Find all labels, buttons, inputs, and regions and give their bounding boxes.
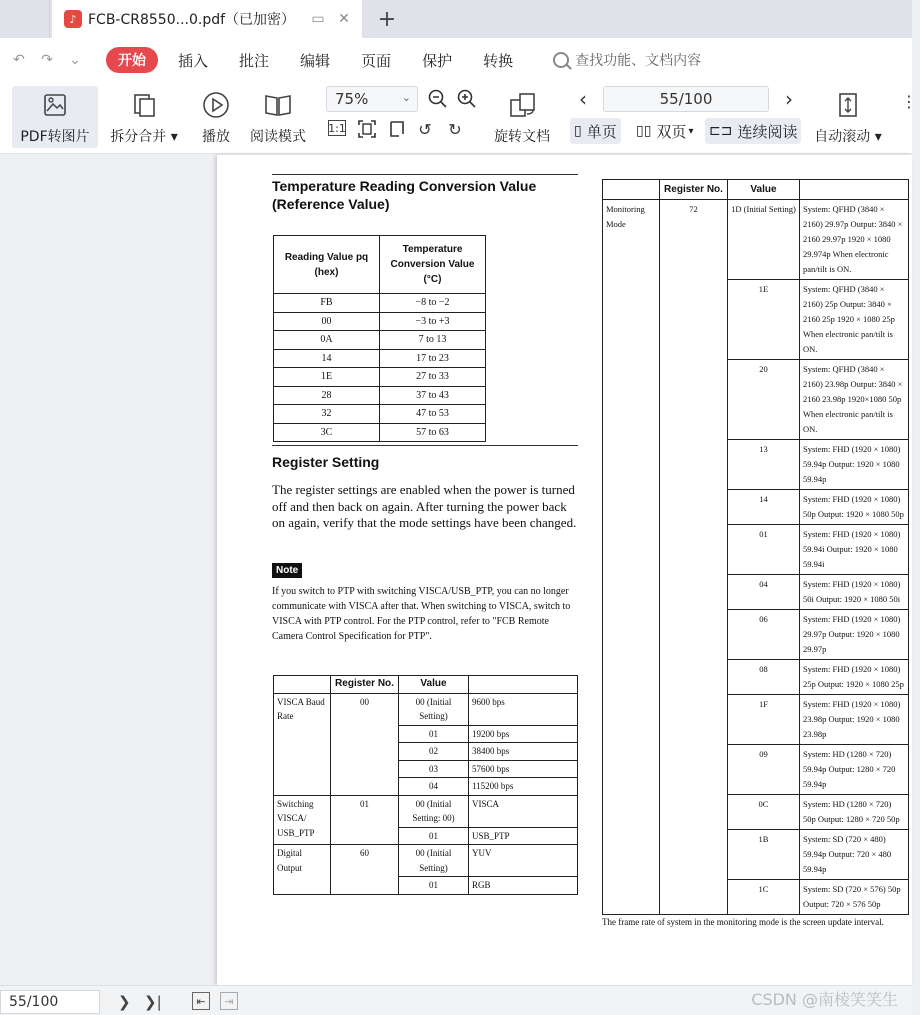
rotate-right-icon[interactable]: ↻: [448, 119, 462, 139]
description-cell: System: QFHD (3840 × 2160) 29.97p Output: 3840 × 2160 29.97p 1920 × 1080 29.974p When electronic pan/tilt is ON.: [800, 200, 909, 280]
register-cell: 72: [660, 200, 728, 915]
chevron-down-icon: ⌄: [401, 91, 411, 104]
undo-icon[interactable]: ↶: [13, 52, 25, 68]
table-row: [274, 693, 578, 725]
description-cell: System: FHD (1920 × 1080) 59.94p Output: 1920 × 1080 59.94p: [800, 440, 909, 490]
fit-page-icon[interactable]: [356, 118, 378, 140]
menu-annotate[interactable]: 批注: [239, 51, 270, 70]
description-cell: 57600 bps: [469, 760, 578, 778]
value-cell: 01: [399, 827, 469, 845]
value-cell: 1B: [728, 830, 800, 880]
play-button[interactable]: [196, 86, 236, 148]
auto-scroll-icon: [833, 90, 863, 120]
table-row: [274, 331, 486, 350]
t3-header: [603, 180, 660, 200]
value-cell: 01: [399, 725, 469, 743]
value-cell: 20: [728, 360, 800, 440]
value-cell: 08: [728, 660, 800, 695]
note-badge: Note: [272, 563, 302, 578]
single-page-button[interactable]: [570, 118, 621, 144]
rotate-doc-icon: [507, 90, 537, 120]
description-cell: System: FHD (1920 × 1080) 29.97p Output: 1920 × 1080 29.97p: [800, 610, 909, 660]
value-cell: 00 (Initial Setting): [399, 693, 469, 725]
register-table: [273, 675, 578, 895]
setting-name-cell: Switching VISCA/ USB_PTP: [274, 795, 331, 845]
monitoring-table: [602, 179, 909, 915]
reading-value-cell: 1E: [274, 368, 380, 387]
value-cell: 00 (Initial Setting: 00): [399, 795, 469, 827]
value-cell: 09: [728, 745, 800, 795]
monitoring-note: The frame rate of system in the monitoring mode is the screen update interval.: [602, 917, 884, 927]
page-number-input[interactable]: [603, 86, 769, 112]
table-row: [274, 845, 578, 877]
search-icon: [553, 52, 569, 68]
zoom-in-icon[interactable]: [456, 88, 478, 110]
description-cell: YUV: [469, 845, 578, 877]
value-cell: 1F: [728, 695, 800, 745]
auto-scroll-label: 自动滚动 ▾: [814, 129, 882, 145]
fit-width-icon[interactable]: [386, 118, 408, 140]
description-cell: RGB: [469, 877, 578, 895]
continuous-read-button[interactable]: [705, 118, 801, 144]
register-cell: 60: [331, 845, 399, 895]
prev-page-icon[interactable]: ‹: [579, 87, 587, 111]
t3-header: Value: [728, 180, 800, 200]
document-tab[interactable]: [52, 0, 362, 38]
t2-header: [274, 676, 331, 694]
register-section-title: Register Setting: [272, 454, 380, 470]
search-placeholder: 查找功能、文档内容: [575, 53, 702, 69]
pdf-page: [217, 155, 912, 985]
reading-value-cell: 32: [274, 405, 380, 424]
zoom-select[interactable]: [326, 86, 418, 112]
value-cell: 06: [728, 610, 800, 660]
single-page-icon: ▯: [574, 123, 582, 139]
continuous-label: 连续阅读: [737, 122, 798, 141]
search-box[interactable]: [553, 50, 701, 70]
status-page-input[interactable]: [0, 990, 100, 1014]
value-cell: 1E: [728, 280, 800, 360]
left-panel: [0, 155, 217, 985]
reading-value-cell: 0A: [274, 331, 380, 350]
table-row: [274, 795, 578, 827]
menu-convert[interactable]: 转换: [483, 51, 514, 70]
pdf-icon: ♪: [64, 10, 82, 28]
description-cell: 19200 bps: [469, 725, 578, 743]
description-cell: USB_PTP: [469, 827, 578, 845]
description-cell: VISCA: [469, 795, 578, 827]
rotate-left-icon[interactable]: ↺: [418, 119, 432, 139]
play-label: 播放: [202, 129, 230, 145]
section-rule: [272, 174, 578, 175]
description-cell: System: HD (1280 × 720) 50p Output: 1280 × 720 50p: [800, 795, 909, 830]
register-paragraph: The register settings are enabled when the power is turned off and then back on again. After turning the power back on again, verify that the mode settings have been changed.: [272, 482, 577, 530]
register-cell: 01: [331, 795, 399, 845]
value-cell: 0C: [728, 795, 800, 830]
description-cell: System: FHD (1920 × 1080) 50i Output: 1920 × 1080 50i: [800, 575, 909, 610]
description-cell: System: SD (720 × 480) 59.94p Output: 720 × 480 59.94p: [800, 830, 909, 880]
temperature-table: [273, 235, 486, 442]
table-row: [274, 312, 486, 331]
split-merge-icon: [129, 90, 159, 120]
menu-edit[interactable]: 编辑: [300, 51, 331, 70]
rotate-doc-button[interactable]: [490, 86, 554, 148]
reading-value-cell: 3C: [274, 423, 380, 442]
back-icon[interactable]: ⇤: [192, 992, 210, 1010]
value-cell: 13: [728, 440, 800, 490]
temperature-cell: 17 to 23: [380, 349, 486, 368]
temperature-cell: 57 to 63: [380, 423, 486, 442]
value-cell: 1C: [728, 880, 800, 915]
t2-header: [469, 676, 578, 694]
more-tools-icon[interactable]: ⋮: [901, 91, 917, 111]
reading-mode-label: 阅读模式: [250, 129, 306, 145]
description-cell: 9600 bps: [469, 693, 578, 725]
rotate-doc-label: 旋转文档: [494, 129, 550, 145]
double-page-icon: ▯▯: [636, 123, 652, 139]
description-cell: System: QFHD (3840 × 2160) 25p Output: 3840 × 2160 25p 1920 × 1080 25p When electronic pan/tilt is ON.: [800, 280, 909, 360]
value-cell: 04: [399, 778, 469, 796]
zoom-out-icon[interactable]: [427, 88, 449, 110]
value-cell: 02: [399, 743, 469, 761]
description-cell: System: FHD (1920 × 1080) 59.94i Output: 1920 × 1080 59.94i: [800, 525, 909, 575]
temperature-cell: −3 to +3: [380, 312, 486, 331]
next-page-icon[interactable]: ❯: [118, 993, 131, 1011]
note-text: If you switch to PTP with switching VISCA/USB_PTP, you can no longer communicate with VISCA after that. When switching to VISCA, switch to VISCA with PTP control. For the PTP control, refer to "FCB Remote Camera Control Specification for PTP".: [272, 586, 571, 642]
close-icon[interactable]: ✕: [338, 11, 350, 27]
book-icon: [263, 90, 293, 120]
setting-name-cell: Digital Output: [274, 845, 331, 895]
status-page-value: 55/100: [9, 994, 59, 1010]
play-icon: [201, 90, 231, 120]
menu-page[interactable]: 页面: [361, 51, 392, 70]
tab-bar: [0, 0, 912, 38]
dropdown-icon[interactable]: ⌄: [69, 52, 81, 68]
value-cell: 1D (Initial Setting): [728, 200, 800, 280]
reading-value-cell: 28: [274, 386, 380, 405]
t2-header: Register No.: [331, 676, 399, 694]
description-cell: System: FHD (1920 × 1080) 23.98p Output: 1920 × 1080 23.98p: [800, 695, 909, 745]
value-cell: 14: [728, 490, 800, 525]
tab-title: FCB-CR8550...0.pdf（已加密）: [88, 12, 296, 28]
double-page-label: 双页: [656, 122, 687, 141]
description-cell: System: FHD (1920 × 1080) 50p Output: 1920 × 1080 50p: [800, 490, 909, 525]
reading-value-cell: 00: [274, 312, 380, 331]
t3-header: Register No.: [660, 180, 728, 200]
setting-name-cell: VISCA Baud Rate: [274, 693, 331, 795]
description-cell: System: HD (1280 × 720) 59.94p Output: 1280 × 720 59.94p: [800, 745, 909, 795]
pdf-to-image-button[interactable]: [12, 86, 98, 148]
description-cell: 38400 bps: [469, 743, 578, 761]
tab-stub[interactable]: [0, 0, 50, 38]
status-bar: [0, 985, 912, 1015]
table-row: [274, 368, 486, 387]
image-icon: [40, 90, 70, 120]
t1-header: Temperature Conversion Value (°C): [380, 236, 486, 294]
temperature-cell: −8 to −2: [380, 294, 486, 313]
temp-section-title: Temperature Reading Conversion Value (Reference Value): [272, 178, 537, 212]
auto-scroll-button[interactable]: [812, 86, 884, 148]
value-cell: 01: [399, 877, 469, 895]
menu-insert[interactable]: 插入: [178, 51, 209, 70]
reading-value-cell: FB: [274, 294, 380, 313]
temperature-cell: 47 to 53: [380, 405, 486, 424]
description-cell: System: SD (720 × 576) 50p Output: 720 × 576 50p: [800, 880, 909, 915]
t2-header: Value: [399, 676, 469, 694]
redo-icon[interactable]: ↷: [41, 52, 53, 68]
page-number-value: 55/100: [659, 90, 713, 108]
description-cell: 115200 bps: [469, 778, 578, 796]
temperature-cell: 7 to 13: [380, 331, 486, 350]
reading-value-cell: 14: [274, 349, 380, 368]
menu-bar: [0, 38, 912, 82]
table-row: [274, 349, 486, 368]
description-cell: System: FHD (1920 × 1080) 25p Output: 1920 × 1080 25p: [800, 660, 909, 695]
reading-mode-button[interactable]: [246, 86, 310, 148]
forward-icon[interactable]: ⇥: [220, 992, 238, 1010]
last-page-icon[interactable]: ❯|: [144, 993, 162, 1011]
watermark: CSDN @南棱笑笑生: [751, 990, 898, 1009]
value-cell: 03: [399, 760, 469, 778]
t3-header: [800, 180, 909, 200]
section-rule: [272, 445, 578, 446]
t1-header: Reading Value pq (hex): [274, 236, 380, 294]
table-row: [274, 294, 486, 313]
value-cell: 04: [728, 575, 800, 610]
actual-size-icon[interactable]: 1:1: [328, 121, 346, 135]
menu-start[interactable]: 开始: [106, 47, 158, 73]
table-row: [603, 200, 909, 280]
menu-protect[interactable]: 保护: [422, 51, 453, 70]
split-merge-label: 拆分合并 ▾: [110, 129, 178, 145]
setting-name-cell: Monitoring Mode: [603, 200, 660, 915]
pdf-to-image-label: PDF转图片: [20, 129, 90, 145]
next-page-icon[interactable]: ›: [785, 87, 793, 111]
table-row: [274, 386, 486, 405]
single-page-label: 单页: [586, 122, 617, 141]
continuous-icon: ⊏⊐: [709, 123, 733, 139]
description-cell: System: QFHD (3840 × 2160) 23.98p Output: 3840 × 2160 23.98p 1920×1080 50p When electronic pan/tilt is ON.: [800, 360, 909, 440]
value-cell: 01: [728, 525, 800, 575]
new-tab-icon[interactable]: +: [377, 6, 397, 32]
split-merge-button[interactable]: [106, 86, 182, 148]
temperature-cell: 37 to 43: [380, 386, 486, 405]
table-row: [274, 405, 486, 424]
temperature-cell: 27 to 33: [380, 368, 486, 387]
table-row: [274, 423, 486, 442]
double-page-button[interactable]: ▯▯ 双页 ▾: [636, 122, 694, 141]
zoom-value: 75%: [335, 90, 369, 108]
value-cell: 00 (Initial Setting): [399, 845, 469, 877]
screen-icon[interactable]: ▭: [311, 11, 325, 27]
toolbar: [0, 82, 917, 154]
register-cell: 00: [331, 693, 399, 795]
